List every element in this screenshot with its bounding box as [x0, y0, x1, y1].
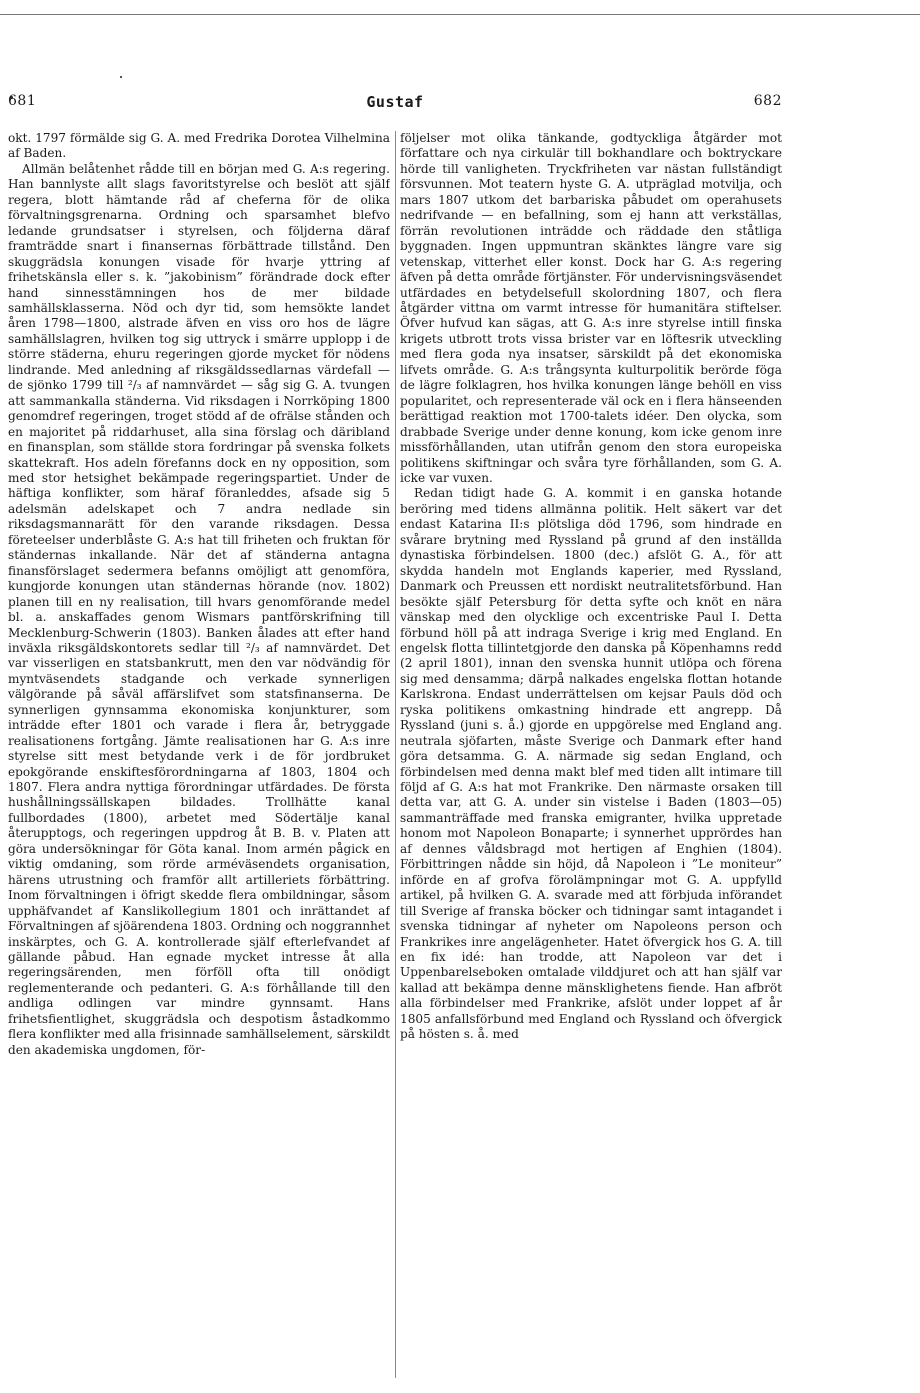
paragraph: Redan tidigt hade G. A. kommit i en ganska hotande beröring med tidens allmänna politik. Helt säkert var det endast Katarina II:s plötsliga död 1796, som hindrade en svårare brytning med Ryssland på grund af den inställda dynastiska förbindelsen. 1800 (dec.) afslöt G. A., för att skydda handeln mot Englands kaperier, med Ryssland, Danmark och Preussen ett nordiskt neutralitetsförbund. Han besökte själf Petersburg för detta syfte och knöt en nära vänskap med den olycklige och excentriske Paul I. Detta förbund höll på att indraga Sverige i krig med England. En engelsk flotta tillintetgjorde den danska på Köpenhamns redd (2 april 1801), innan den svenska hunnit utlöpa och förena sig med densamma; därpå nalkades engelska flottan hotande Karlskrona. Endast underrättelsen om kejsar Pauls död och ryska politikens omkastning hindrade ett angrepp. Då Ryssland (juni s. å.) gjorde en uppgörelse med England ang. neutrala sjöfarten, måste Sverige och Danmark efter hand göra detsamma. G. A. närmade sig sedan England, och förbindelsen med denna makt blef med tiden allt intimare till följd af G. A:s hat mot Frankrike. Den närmaste orsaken till detta var, att G. A. under sin vistelse i Baden (1803—05) sammanträffade med franska emigranter, hvilka uppretade honom mot Napoleon Bonaparte; i synnerhet upprördes han af dennes våldsbragd mot hertigen af Enghien (1804). Förbittringen nådde sin höjd, då Napoleon i ”Le moniteur” införde en af grofva förolämpningar mot G. A. uppfylld artikel, på hvilken G. A. svarade med att förbjuda införandet till Sverige af franska böcker och tidningar samt intagandet i svenska tidningar af nyheter om Napoleons person och Frankrikes inre angelägenheter. Hatet öfvergick hos G. A. till en fix idé: han trodde, att Napoleon var det i Uppenbarelseboken omtalade vilddjuret och att han själf var kallad att bekämpa denne mänsklighetens fiende. Han afbröt alla förbindelser med Frankrike, afslöt under loppet af år 1805 anfallsförbund med England och Ryssland och öfvergick på hösten s. å. med — [400, 486, 782, 1042]
column-divider — [395, 131, 396, 1378]
page-header — [8, 93, 782, 115]
running-head: Gustaf — [366, 93, 424, 111]
paragraph: okt. 1797 förmälde sig G. A. med Fredrika Dorotea Vilhelmina af Baden. — [8, 131, 390, 161]
paragraph: följelser mot olika tänkande, godtyckliga åtgärder mot författare och nya cirkulär till bokhandlare och boktryckare hörde till vanligheten. Tryckfriheten var nästan fullständigt försvunnen. Mot teatern hyste G. A. utpräglad motvilja, och mars 1807 utkom det barbariska påbudet om operahusets nedrifvande — en befallning, som ej hann att verkställas, förrän revolutionen inträdde och räddade den ståtliga byggnaden. Ingen uppmuntran skänktes längre vare sig vetenskap, vitterhet eller konst. Dock har G. A:s regering äfven på detta område förtjänster. För undervisningsväsendet utfärdades en betydelsefull skolordning 1807, och flera åtgärder vittna om varmt intresse för humanitära stiftelser. Öfver hufvud kan sägas, att G. A:s inre styrelse intill finska krigets utbrott trots vissa brister var en löftesrik utveckling med flera goda nya insatser, särskildt på det ekonomiska lifvets område. G. A:s trångsynta kulturpolitik berörde föga de lägre folklagren, hos hvilka konungen länge behöll en viss popularitet, och representerade väl ock en i flera hänseenden berättigad reaktion mot 1700-talets idéer. Den olycka, som drabbade Sverige under denne konung, kom icke genom inre missförhållanden, utan utifrån genom den stora europeiska politikens skiftningar och svåra tyre förhållanden, som G. A. icke var vuxen. — [400, 131, 782, 485]
page-number-left: 681 — [8, 93, 37, 109]
top-rule — [0, 14, 920, 15]
left-column — [8, 131, 390, 1381]
paragraph: Allmän belåtenhet rådde till en början med G. A:s regering. Han bannlyste allt slags favoritstyrelse och beslöt att själf regera, blott hämtande råd af cheferna för de olika förvaltningsgrenarna. Ordning och sparsamhet blefvo ledande grundsatser i styrelsen, och följderna däraf framträdde snart i finansernas förbättrade tillstånd. Den skuggrädsla konungen visade för hvarje yttring af frihetskänsla eller s. k. ”jakobinism” förändrade dock efter hand sinnesstämningen hos de mer bildade samhällsklasserna. Nöd och dyr tid, som hemsökte landet åren 1798—1800, alstrade äfven en viss oro hos de lägre samhällslagren, hvilken tog sig uttryck i smärre upplopp i de större städerna, ehuru regeringen gjorde mycket för nödens lindrande. Med anledning af riksgäldssedlarnas värdefall — de sjönko 1799 till ²/₃ af namnvärdet — såg sig G. A. tvungen att sammankalla ständerna. Vid riksdagen i Norrköping 1800 genomdref regeringen, troget stödd af de ofrälse stånden och en majoritet på riddarhuset, alla sina förslag och däribland en finansplan, som ställde stora fordringar på svenska folkets skattekraft. Hos adeln förefanns dock en ny opposition, som med stor hetsighet bekämpade regeringspartiet. Under de häftiga konflikter, som häraf föranleddes, afsade sig 5 adelsmän adelskapet och 7 andra nedlade sin riksdagsmannarätt för den varande riksdagen. Dessa företeelser underblåste G. A:s hat till friheten och fruktan för ständernas inkallande. När det af ständerna antagna finansförslaget sedermera befanns omöjligt att genomföra, kungjorde konungen utan ständernas hörande (nov. 1802) planen till en ny realisation, till hvars genomförande medel bl. a. anskaffades genom Wismars pantförskrifning till Mecklenburg-Schwerin (1803). Banken ålades att efter hand inväxla riksgäldskontorets sedlar till ²/₃ af namnvärdet. Det var visserligen en statsbankrutt, men den var nödvändig för myntväsendets stadgande och verkade synnerligen välgörande på såväl affärslifvet som statsfinanserna. De synnerligen gynnsamma ekonomiska konjunkturer, som inträdde efter 1801 och varade i flera år, betryggade realisationens fortgång. Jämte realisationen har G. A:s inre styrelse sitt mest betydande verk i de för jordbruket epokgörande enskiftesförordningarna af 1803, 1804 och 1807. Flera andra nyttiga förordningar utfärdades. De första hushållningssällskapen bildades. Trollhätte kanal fullbordades (1800), arbetet med Södertälje kanal återupptogs, och regeringen uppdrog åt B. B. v. Platen att göra undersökningar för Göta kanal. Inom armén pågick en viktig omdaning, som rörde arméväsendets organisation, härens utrustning och framför allt artilleriets förbättring. Inom förvaltningen i öfrigt skedde flera ombildningar, såsom upphäfvandet af Kanslikollegium 1801 och inrättandet af Förvaltningen af sjöärendena 1803. Ordning och noggrannhet inskärptes, och G. A. kontrollerade själf efterlefvandet af gällande påbud. Han egnade mycket intresse åt alla regeringsärenden, men förföll ofta till onödigt reglementerande och pedanteri. G. A:s förhållande till den andliga odlingen var mindre gynnsamt. Hans frihetsfientlighet, skuggrädsla och despotism åstadkommo flera konflikter med alla frisinnade samhällselement, särskildt den akademiska ungdomen, för- — [8, 161, 390, 1057]
speck-mark — [120, 76, 122, 78]
page-number-right: 682 — [753, 93, 782, 109]
right-column — [400, 131, 782, 1381]
